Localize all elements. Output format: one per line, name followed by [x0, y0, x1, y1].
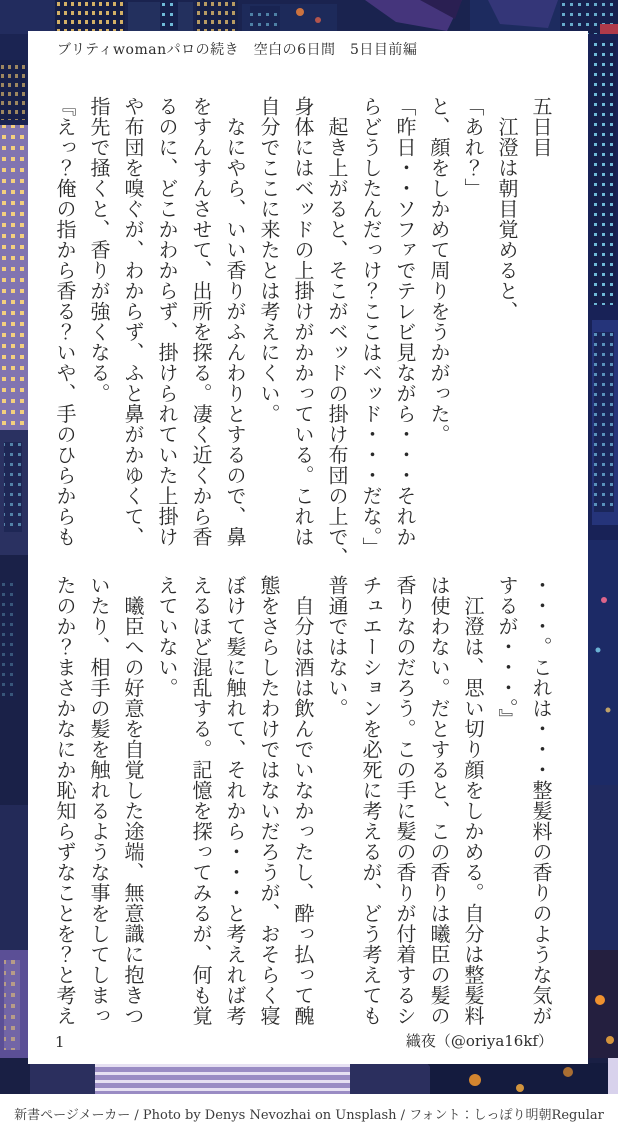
text-column: いたり、相手の髪を触れるような事をしてしまっ: [87, 575, 111, 1026]
text-column: をすんすんさせて、出所を探る。凄く近くから香: [189, 96, 213, 547]
credit-bar: [0, 1094, 618, 1132]
text-column: 香りなのだろう。この手に髪の香りが付着するシ: [393, 575, 417, 1026]
text-column: するが・・・。』: [495, 575, 519, 729]
text-column: えていない。: [155, 575, 179, 698]
text-column: 身体にはベッドの上掛けがかかっている。これは: [291, 96, 315, 547]
text-column: 「昨日・・ソファでテレビ見ながら・・・それか: [393, 96, 417, 547]
text-column: 曦臣への好意を自覚した途端、無意識に抱きつ: [121, 575, 145, 1026]
text-column: ぼけて髪に触れて、それから・・・と考えれば考: [223, 575, 247, 1026]
text-column: らどうしたんだっけ？ここはベッド・・・だな。」: [359, 96, 383, 558]
text-column: と、顔をしかめて周りをうかがった。: [427, 96, 451, 445]
page-number: 1: [55, 1033, 65, 1051]
novel-page: [28, 31, 588, 1064]
credit-text: 新書ページメーカー / Photo by Denys Nevozhai on Unsplash / フォント：しっぽり明朝Regular: [14, 1107, 604, 1123]
text-column: るのに、どこかわからず、掛けられていた上掛け: [155, 96, 179, 547]
text-column: 自分は酒は飲んでいなかったし、酔っ払って醜: [291, 575, 315, 1026]
text-column: 「あれ？」: [461, 96, 485, 199]
text-block-lower: [48, 575, 558, 1027]
text-column: 起き上がると、そこがベッドの掛け布団の上で、: [325, 96, 349, 568]
page-title: ブリティwomanパロの続き 空白の6日間 5日目前編: [57, 42, 418, 58]
text-column: チュエーションを必死に考えるが、どう考えても: [359, 575, 383, 1026]
text-column: なにやら、いい香りがふんわりとするので、鼻: [223, 96, 247, 547]
text-column: や布団を嗅ぐが、わからず、ふと鼻がかゆくて、: [121, 96, 145, 547]
text-column: 『えっ？俺の指から香る？いや、手のひらからも: [53, 96, 77, 547]
text-column: えるほど混乱する。記憶を探ってみるが、何も覚: [189, 575, 213, 1026]
text-column: は使わない。だとすると、この香りは曦臣の髪の: [427, 575, 451, 1026]
author-credit: 織夜（@oriya16kf）: [405, 1032, 553, 1050]
text-column: 江澄は朝目覚めると、: [495, 96, 519, 322]
text-column: 自分でここに来たとは考えにくい。: [257, 96, 281, 424]
text-column: 態をさらしたわけではないだろうが、おそらく寝: [257, 575, 281, 1026]
text-column: 江澄は、思い切り顔をしかめる。自分は整髪料: [461, 575, 485, 1026]
text-block-upper: [48, 96, 558, 568]
text-column: たのか？まさかなにか恥知らずなことを？と考え: [53, 575, 77, 1026]
text-column: 五日目: [529, 96, 553, 158]
text-column: 普通ではない。: [325, 575, 349, 719]
text-column: 指先で掻くと、香りが強くなる。: [87, 96, 111, 404]
text-column: ・・・。これは・・・整髪料の香りのような気が: [529, 575, 553, 1026]
